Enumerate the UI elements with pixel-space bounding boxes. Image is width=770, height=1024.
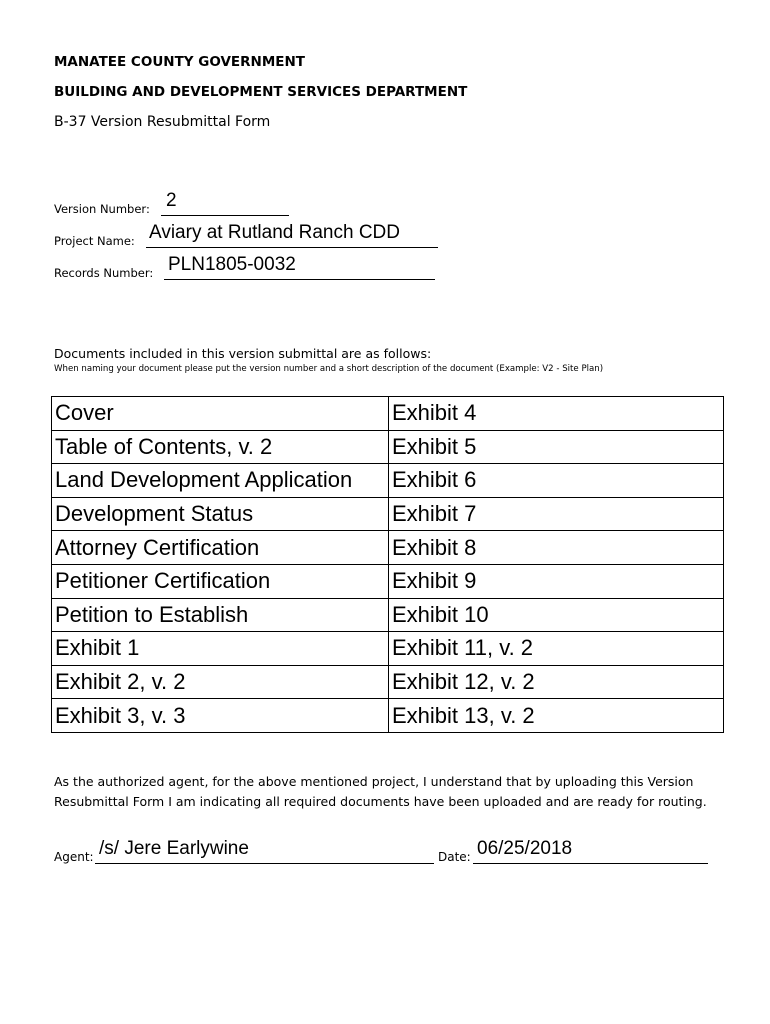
- records-number-label: Records Number:: [54, 266, 154, 280]
- table-cell[interactable]: Table of Contents, v. 2: [52, 430, 389, 464]
- version-number-label: Version Number:: [54, 202, 150, 216]
- table-cell[interactable]: Exhibit 2, v. 2: [52, 665, 389, 699]
- documents-intro: Documents included in this version submittal are as follows:: [54, 346, 432, 361]
- table-cell[interactable]: Exhibit 12, v. 2: [389, 665, 724, 699]
- table-cell[interactable]: Exhibit 9: [389, 564, 724, 598]
- project-name-value[interactable]: Aviary at Rutland Ranch CDD: [149, 222, 400, 243]
- date-label: Date:: [438, 850, 471, 864]
- table-cell[interactable]: Petitioner Certification: [52, 564, 389, 598]
- version-number-line[interactable]: [161, 187, 289, 216]
- table-row: [52, 430, 724, 464]
- table-row: [52, 464, 724, 498]
- table-cell[interactable]: Petition to Establish: [52, 598, 389, 632]
- authorization-statement: As the authorized agent, for the above mentioned project, I understand that by uploading this Version Resubmittal Form I am indicating all required documents have been uploaded and are ready for routing.: [54, 774, 707, 809]
- table-cell[interactable]: Exhibit 11, v. 2: [389, 632, 724, 666]
- table-cell[interactable]: Cover: [52, 397, 389, 431]
- table-cell[interactable]: Exhibit 7: [389, 497, 724, 531]
- table-row: [52, 564, 724, 598]
- table-cell[interactable]: Exhibit 4: [389, 397, 724, 431]
- table-row: [52, 531, 724, 565]
- form-title: B-37 Version Resubmittal Form: [54, 114, 271, 130]
- table-row: [52, 632, 724, 666]
- table-cell[interactable]: Attorney Certification: [52, 531, 389, 565]
- table-cell[interactable]: Exhibit 5: [389, 430, 724, 464]
- table-cell[interactable]: Exhibit 3, v. 3: [52, 699, 389, 733]
- department-heading: BUILDING AND DEVELOPMENT SERVICES DEPARTMENT: [54, 84, 468, 100]
- table-cell[interactable]: Exhibit 8: [389, 531, 724, 565]
- agent-label: Agent:: [54, 850, 94, 864]
- table-row: [52, 665, 724, 699]
- table-cell[interactable]: Development Status: [52, 497, 389, 531]
- naming-note: When naming your document please put the version number and a short description of the document (Example: V2 - Site Plan): [54, 364, 604, 374]
- table-row: [52, 598, 724, 632]
- table-row: [52, 497, 724, 531]
- records-number-value[interactable]: PLN1805-0032: [168, 254, 296, 275]
- county-heading: MANATEE COUNTY GOVERNMENT: [54, 54, 305, 70]
- table-row: [52, 699, 724, 733]
- table-cell[interactable]: Land Development Application: [52, 464, 389, 498]
- table-cell[interactable]: Exhibit 1: [52, 632, 389, 666]
- documents-table: [51, 396, 724, 733]
- version-number-value[interactable]: 2: [166, 190, 177, 211]
- date-value[interactable]: 06/25/2018: [477, 838, 573, 859]
- table-row: [52, 397, 724, 431]
- table-cell[interactable]: Exhibit 10: [389, 598, 724, 632]
- table-cell[interactable]: Exhibit 6: [389, 464, 724, 498]
- table-cell[interactable]: Exhibit 13, v. 2: [389, 699, 724, 733]
- agent-value[interactable]: /s/ Jere Earlywine: [99, 838, 249, 859]
- project-name-label: Project Name:: [54, 234, 135, 248]
